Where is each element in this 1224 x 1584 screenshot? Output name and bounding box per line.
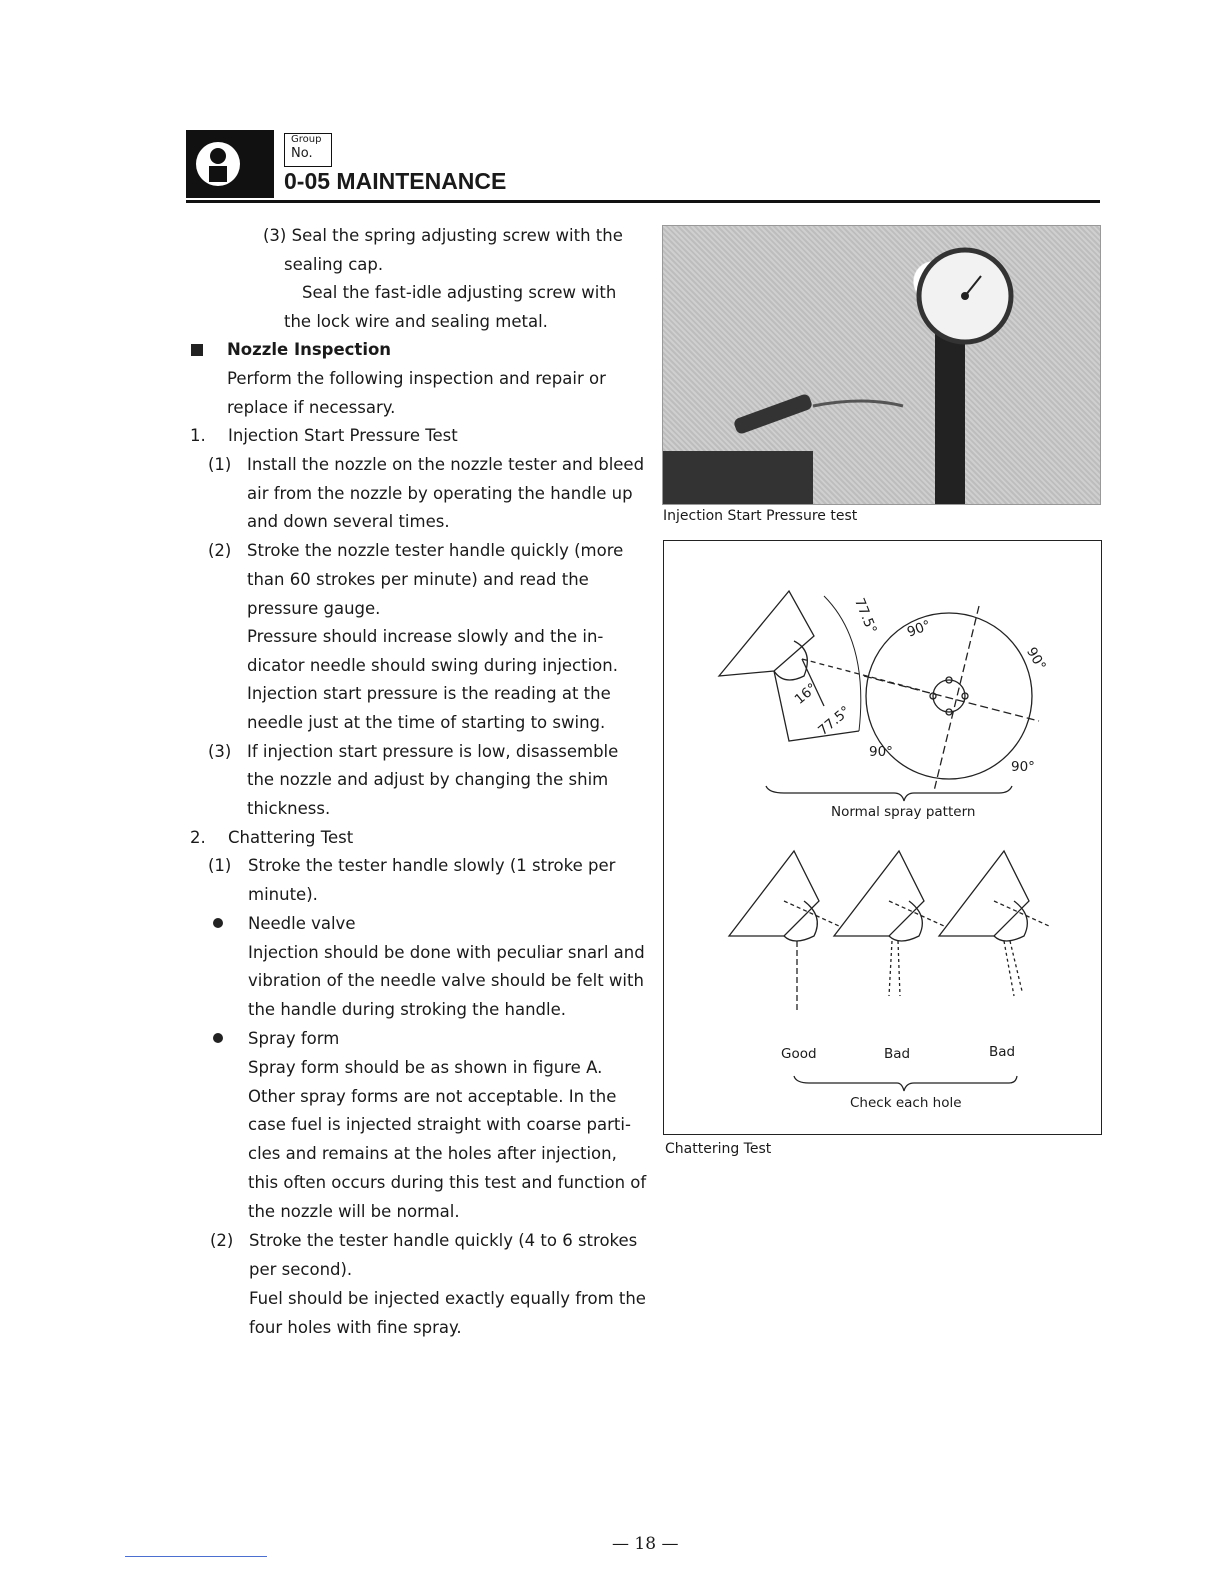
section1-number: 1. bbox=[190, 426, 206, 445]
round-bullet-icon bbox=[213, 1033, 223, 1043]
step-line: Fuel should be injected exactly equally from the bbox=[249, 1289, 646, 1308]
info-logo-icon bbox=[186, 130, 274, 198]
photo-caption: Injection Start Pressure test bbox=[663, 508, 858, 524]
spray-pattern-diagram bbox=[663, 540, 1102, 1135]
header-rule bbox=[186, 200, 1100, 203]
step3-line: (3) Seal the spring adjusting screw with the bbox=[263, 226, 623, 245]
bad-label: Bad bbox=[989, 1044, 1016, 1060]
spray-line: Spray form should be as shown in figure A. bbox=[248, 1058, 603, 1077]
step-line: minute). bbox=[248, 885, 318, 904]
step-line: than 60 strokes per minute) and read the bbox=[247, 570, 589, 589]
step-line: Pressure should increase slowly and the in- bbox=[247, 627, 604, 646]
nozzle-intro-line: replace if necessary. bbox=[227, 398, 396, 417]
group-label: Group bbox=[291, 134, 322, 145]
spray-line: the nozzle will be normal. bbox=[248, 1202, 460, 1221]
no-label: No. bbox=[291, 146, 313, 161]
nozzle-diagram-icon bbox=[664, 541, 1101, 1134]
spray-line: this often occurs during this test and function of bbox=[248, 1173, 647, 1192]
spray-line: cles and remains at the holes after injection, bbox=[248, 1144, 617, 1163]
step-number: (2) bbox=[208, 541, 232, 560]
step-line: dicator needle should swing during injection. bbox=[247, 656, 618, 675]
step-line: four holes with fine spray. bbox=[249, 1318, 462, 1337]
step-line: Install the nozzle on the nozzle tester and bleed bbox=[247, 455, 645, 474]
pressure-tester-photo bbox=[662, 225, 1101, 505]
step-line: If injection start pressure is low, disassemble bbox=[247, 742, 619, 761]
angle-label: 90° bbox=[869, 744, 893, 760]
step-line: air from the nozzle by operating the handle up bbox=[247, 484, 633, 503]
step-line: needle just at the time of starting to swing. bbox=[247, 713, 606, 732]
section2-number: 2. bbox=[190, 828, 206, 847]
step-line: Injection start pressure is the reading at the bbox=[247, 684, 611, 703]
step3-line: sealing cap. bbox=[284, 255, 384, 274]
round-bullet-icon bbox=[213, 918, 223, 928]
section2-title: Chattering Test bbox=[228, 828, 354, 847]
spray-form-title: Spray form bbox=[248, 1029, 340, 1048]
step-number: (1) bbox=[208, 856, 232, 875]
step-line: the nozzle and adjust by changing the shim bbox=[247, 770, 609, 789]
spray-line: Other spray forms are not acceptable. In the bbox=[248, 1087, 617, 1106]
needle-line: Injection should be done with peculiar snarl and bbox=[248, 943, 645, 962]
needle-valve-title: Needle valve bbox=[248, 914, 356, 933]
step-number: (3) bbox=[208, 742, 232, 761]
step-line: thickness. bbox=[247, 799, 331, 818]
step-line: Stroke the nozzle tester handle quickly (more bbox=[247, 541, 624, 560]
needle-line: the handle during stroking the handle. bbox=[248, 1000, 566, 1019]
good-label: Good bbox=[781, 1046, 817, 1062]
page-number: — 18 — bbox=[612, 1534, 679, 1554]
step-line: and down several times. bbox=[247, 512, 450, 531]
nozzle-inspection-heading: Nozzle Inspection bbox=[227, 340, 392, 359]
step3-line: the lock wire and sealing metal. bbox=[284, 312, 548, 331]
section1-title: Injection Start Pressure Test bbox=[228, 426, 458, 445]
section-title: 0-05 MAINTENANCE bbox=[284, 168, 507, 194]
angle-label: 90° bbox=[1023, 644, 1049, 674]
diagram-caption: Chattering Test bbox=[665, 1141, 772, 1157]
angle-label: 90° bbox=[904, 617, 933, 641]
angle-label: 77.5° bbox=[815, 703, 854, 739]
angle-label: 90° bbox=[1011, 759, 1035, 775]
bad-label: Bad bbox=[884, 1046, 911, 1062]
angle-label: 16° bbox=[791, 680, 821, 708]
step-number: (1) bbox=[208, 455, 232, 474]
square-bullet-icon bbox=[191, 344, 203, 356]
step-line: Stroke the tester handle quickly (4 to 6 strokes bbox=[249, 1231, 638, 1250]
nozzle-intro-line: Perform the following inspection and repair or bbox=[227, 369, 606, 388]
footer-line bbox=[125, 1556, 267, 1557]
angle-label: 77.5° bbox=[851, 595, 880, 637]
group-number-box bbox=[284, 133, 332, 167]
check-hole-label: Check each hole bbox=[850, 1095, 962, 1111]
spray-line: case fuel is injected straight with coarse parti- bbox=[248, 1115, 631, 1134]
step3-line: Seal the fast-idle adjusting screw with bbox=[302, 283, 617, 302]
step-number: (2) bbox=[210, 1231, 234, 1250]
step-line: Stroke the tester handle slowly (1 stroke per bbox=[248, 856, 616, 875]
step-line: per second). bbox=[249, 1260, 353, 1279]
normal-spray-label: Normal spray pattern bbox=[831, 804, 976, 820]
pressure-gauge-icon bbox=[663, 226, 1100, 504]
needle-line: vibration of the needle valve should be felt with bbox=[248, 971, 644, 990]
step-line: pressure gauge. bbox=[247, 599, 381, 618]
